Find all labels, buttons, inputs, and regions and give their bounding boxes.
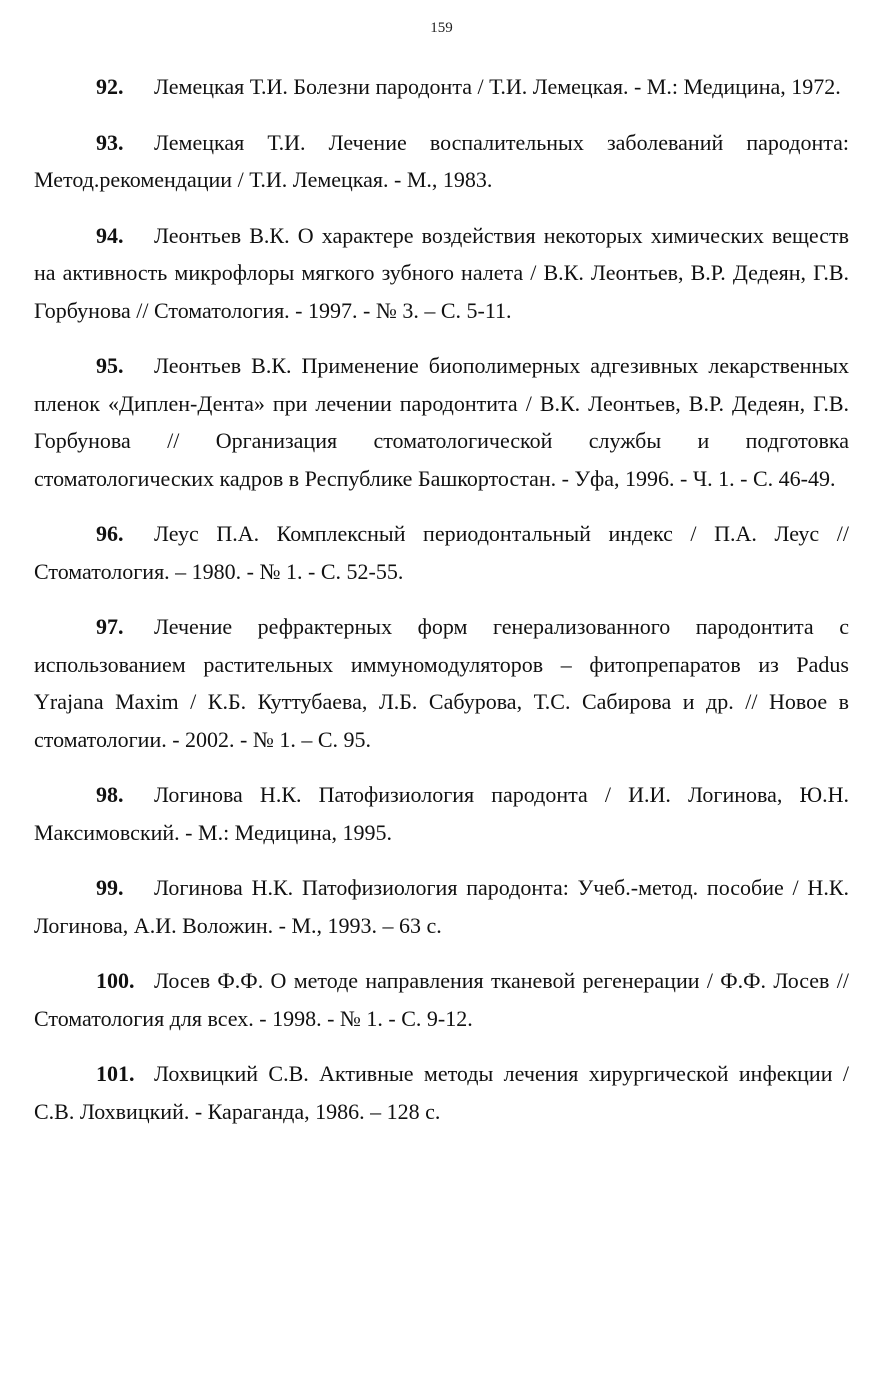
reference-text: Лосев Ф.Ф. О методе направления тканевой регенерации / Ф.Ф. Лосев // Стоматология для всех. - 1998. - № 1. - С. 9-12. <box>34 968 849 1031</box>
reference-item-96 <box>34 515 849 590</box>
reference-text: Лечение рефрактерных форм генерализованного пародонтита с использованием растительных иммуномодуляторов – фитопрепаратов из Padus Yrajana Maxim / К.Б. Куттубаева, Л.Б. Сабурова, Т.С. Сабирова и др. // Новое в стоматологии. - 2002. - № 1. – С. 95. <box>34 614 849 752</box>
reference-list <box>34 68 849 1148</box>
reference-text: Леонтьев В.К. О характере воздействия некоторых химических веществ на активность микрофлоры мягкого зубного налета / В.К. Леонтьев, В.Р. Дедеян, Г.В. Горбунова // Стоматология. - 1997. - № 3. – С. 5-11. <box>34 222 849 323</box>
reference-item-99 <box>34 869 849 944</box>
reference-number: 97. <box>96 614 124 639</box>
reference-number: 100. <box>96 968 135 993</box>
reference-number: 94. <box>96 222 124 248</box>
reference-number: 96. <box>96 521 124 546</box>
reference-text: Леус П.А. Комплексный периодонтальный индекс / П.А. Леус // Стоматология. – 1980. - № 1. - С. 52-55. <box>34 521 849 584</box>
reference-item-95 <box>34 347 849 497</box>
reference-text: Логинова Н.К. Патофизиология пародонта: Учеб.-метод. пособие / Н.К. Логинова, А.И. Воложин. - М., 1993. – 63 с. <box>34 875 849 938</box>
page-number: 159 <box>430 20 453 36</box>
reference-item-101 <box>34 1055 849 1130</box>
reference-item-98 <box>34 776 849 851</box>
reference-item-100 <box>34 962 849 1037</box>
reference-item-94 <box>34 217 849 330</box>
reference-text: Лемецкая Т.И. Лечение воспалительных заболеваний пародонта: Метод.рекомендации / Т.И. Лемецкая. - М., 1983. <box>34 129 849 192</box>
reference-item-97 <box>34 608 849 758</box>
reference-number: 95. <box>96 353 124 378</box>
reference-item-93 <box>34 124 849 199</box>
reference-number: 101. <box>96 1061 135 1086</box>
reference-text: Лемецкая Т.И. Болезни пародонта / Т.И. Лемецкая. - М.: Медицина, 1972. <box>154 74 841 99</box>
reference-text: Логинова Н.К. Патофизиология пародонта / И.И. Логинова, Ю.Н. Максимовский. - М.: Медицина, 1995. <box>34 782 849 845</box>
reference-number: 93. <box>96 129 124 155</box>
reference-number: 92. <box>96 74 124 99</box>
reference-item-92 <box>34 68 849 106</box>
reference-text: Леонтьев В.К. Применение биополимерных адгезивных лекарственных пленок «Диплен-Дента» при лечении пародонтита / В.К. Леонтьев, В.Р. Дедеян, Г.В. Горбунова // Организация стоматологической службы и подготовка стоматологических кадров в Республике Башкортостан. - Уфа, 1996. - Ч. 1. - С. 46-49. <box>34 353 849 491</box>
reference-text: Лохвицкий С.В. Активные методы лечения хирургической инфекции / С.В. Лохвицкий. - Караганда, 1986. – 128 с. <box>34 1061 849 1124</box>
reference-number: 99. <box>96 875 124 900</box>
reference-number: 98. <box>96 782 124 807</box>
